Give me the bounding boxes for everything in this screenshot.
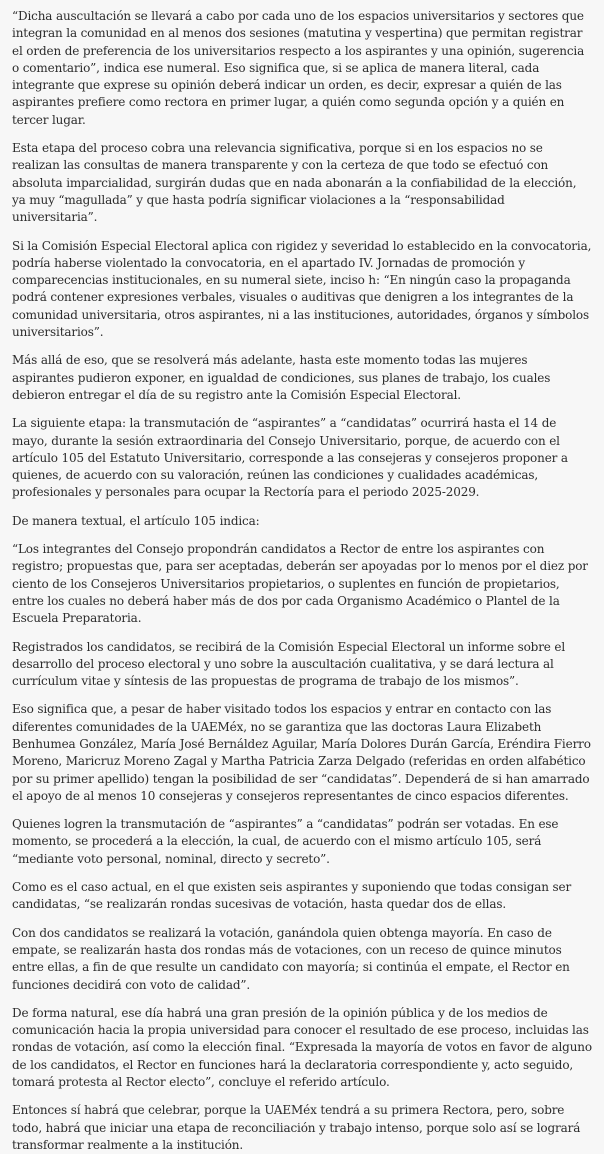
paragraph-auscultacion: “Dicha auscultación se llevará a cabo por cada uno de los espacios universitarios y sectores que integran la comunidad en al menos dos sesiones (matutina y vespertina) que permitan registrar el orden de preferencia de los universitarios respecto a los aspirantes y una opinión, sugerencia o comentario”, indica ese numeral. Eso significa que, si se aplica de manera literal, cada integrante que exprese su opinión deberá indicar un orden, es decir, expresar a quién de las aspirantes prefiere como rectora en primer lugar, a quién como segunda opción y a quién en tercer lugar. [12,9,585,127]
paragraph-planes-trabajo: Más allá de eso, que se resolverá más adelante, hasta este momento todas las mujeres aspirantes pudieron exponer, en igualdad de condiciones, sus planes de trabajo, los cuales debieron entregar el día de su registro ante la Comisión Especial Electoral. [12,353,551,402]
paragraph-relevancia: Esta etapa del proceso cobra una relevancia significativa, porque si en los espacios no se realizan las consultas de manera transparente y con la certeza de que todo se efectuó con absoluta imparcialidad, surgirán dudas que en nada abonarán a la confiabilidad de la elección, ya muy “magullada” y que hasta podría significar violaciones a la “responsabilidad universitaria”. [12,141,577,225]
paragraph-presion-opinion: De forma natural, ese día habrá una gran presión de la opinión pública y de los medios de comunicación hacia la propia universidad para conocer el resultado de ese proceso, incluidas las rondas de votación, así como la elección final. “Expresada la mayoría de votos en favor de alguno de los candidatos, el Rector en funciones hará la declaratoria correspondiente y, acto seguido, tomará protesta al Rector electo”, concluye el referido artículo. [12,1005,592,1090]
paragraph-aspirantes: Eso significa que, a pesar de haber visitado todos los espacios y entrar en contacto con las diferentes comunidades de la UAEMéx, no se garantiza que las doctoras Laura Elizabeth Benhumea González, María José Bernáldez Aguilar, María Dolores Durán García, Eréndira Fierro Moreno, Maricruz Moreno Zagal y Martha Patricia Zarza Delgado (referidas en orden alfabético por su primer apellido) tengan la posibilidad de ser “candidatas”. Dependerá de si han amarrado el apoyo de al menos 10 consejeras y consejeros representantes de cinco espacios diferentes. [12,702,591,803]
paragraph-articulo-intro: De manera textual, el artículo 105 indica: [12,513,260,528]
paragraph-votacion: Quienes logren la transmutación de “aspirantes” a “candidatas” podrán ser votadas. En ese momento, se procederá a la elección, la cual, de acuerdo con el mismo artículo 105, será “mediante voto personal, nominal, directo y secreto”. [12,817,559,866]
paragraph-siguiente-etapa: La siguiente etapa: la transmutación de “aspirantes” a “candidatas” ocurrirá hasta el 14 de mayo, durante la sesión extraordinaria del Consejo Universitario, porque, de acuerdo con el artículo 105 del Estatuto Universitario, corresponde a las consejeras y consejeros proponer a quienes, de acuerdo con su valoración, reúnen las condiciones y cualidades académicas, profesionales y personales para ocupar la Rectoría para el periodo 2025-2029. [12,416,568,500]
paragraph-articulo-cita-1: “Los integrantes del Consejo propondrán candidatos a Rector de entre los aspirantes con registro; propuestas que, para ser aceptadas, deberán ser apoyadas por lo menos por el diez por ciento de los Consejeros Universitarios propietarios, o suplentes en función de propietarios, entre los cuales no deberá haber más de dos por cada Organismo Académico o Plantel de la Escuela Preparatoria. [12,542,588,626]
paragraph-rondas: Como es el caso actual, en el que existen seis aspirantes y suponiendo que todas consigan ser candidatas, “se realizarán rondas sucesivas de votación, hasta quedar dos de ellas. [12,880,572,912]
paragraph-articulo-cita-2: Registrados los candidatos, se recibirá de la Comisión Especial Electoral un informe sobre el desarrollo del proceso electoral y uno sobre la auscultación cualitativa, y se dará lectura al currículum vitae y síntesis de las propuestas de programa de trabajo de los mismos”. [12,639,566,689]
paragraph-empate: Con dos candidatos se realizará la votación, ganándola quien obtenga mayoría. En caso de empate, se realizarán hasta dos rondas más de votaciones, con un receso de quince minutos entre ellas, a fin de que resulte un candidato con mayoría; si continúa el empate, el Rector en funciones decidirá con voto de calidad”. [12,925,570,992]
paragraph-conclusion: Entonces sí habrá que celebrar, porque la UAEMéx tendrá a su primera Rectora, pero, sobre todo, habrá que iniciar una etapa de reconciliación y trabajo intenso, porque solo así se logrará transformar realmente a la institución. [12,1103,581,1152]
paragraph-comision-convocatoria: Si la Comisión Especial Electoral aplica con rigidez y severidad lo establecido en la convocatoria, podría haberse violentado la convocatoria, en el apartado IV. Jornadas de promoción y comparecencias institucionales, en su numeral siete, inciso h: “En ningún caso la propaganda podrá contener expresiones verbales, visuales o auditivas que denigren a los integrantes de la comunidad universitaria, otros aspirantes, ni a las instituciones, autoridades, órganos y símbolos universitarios”. [12,238,592,340]
